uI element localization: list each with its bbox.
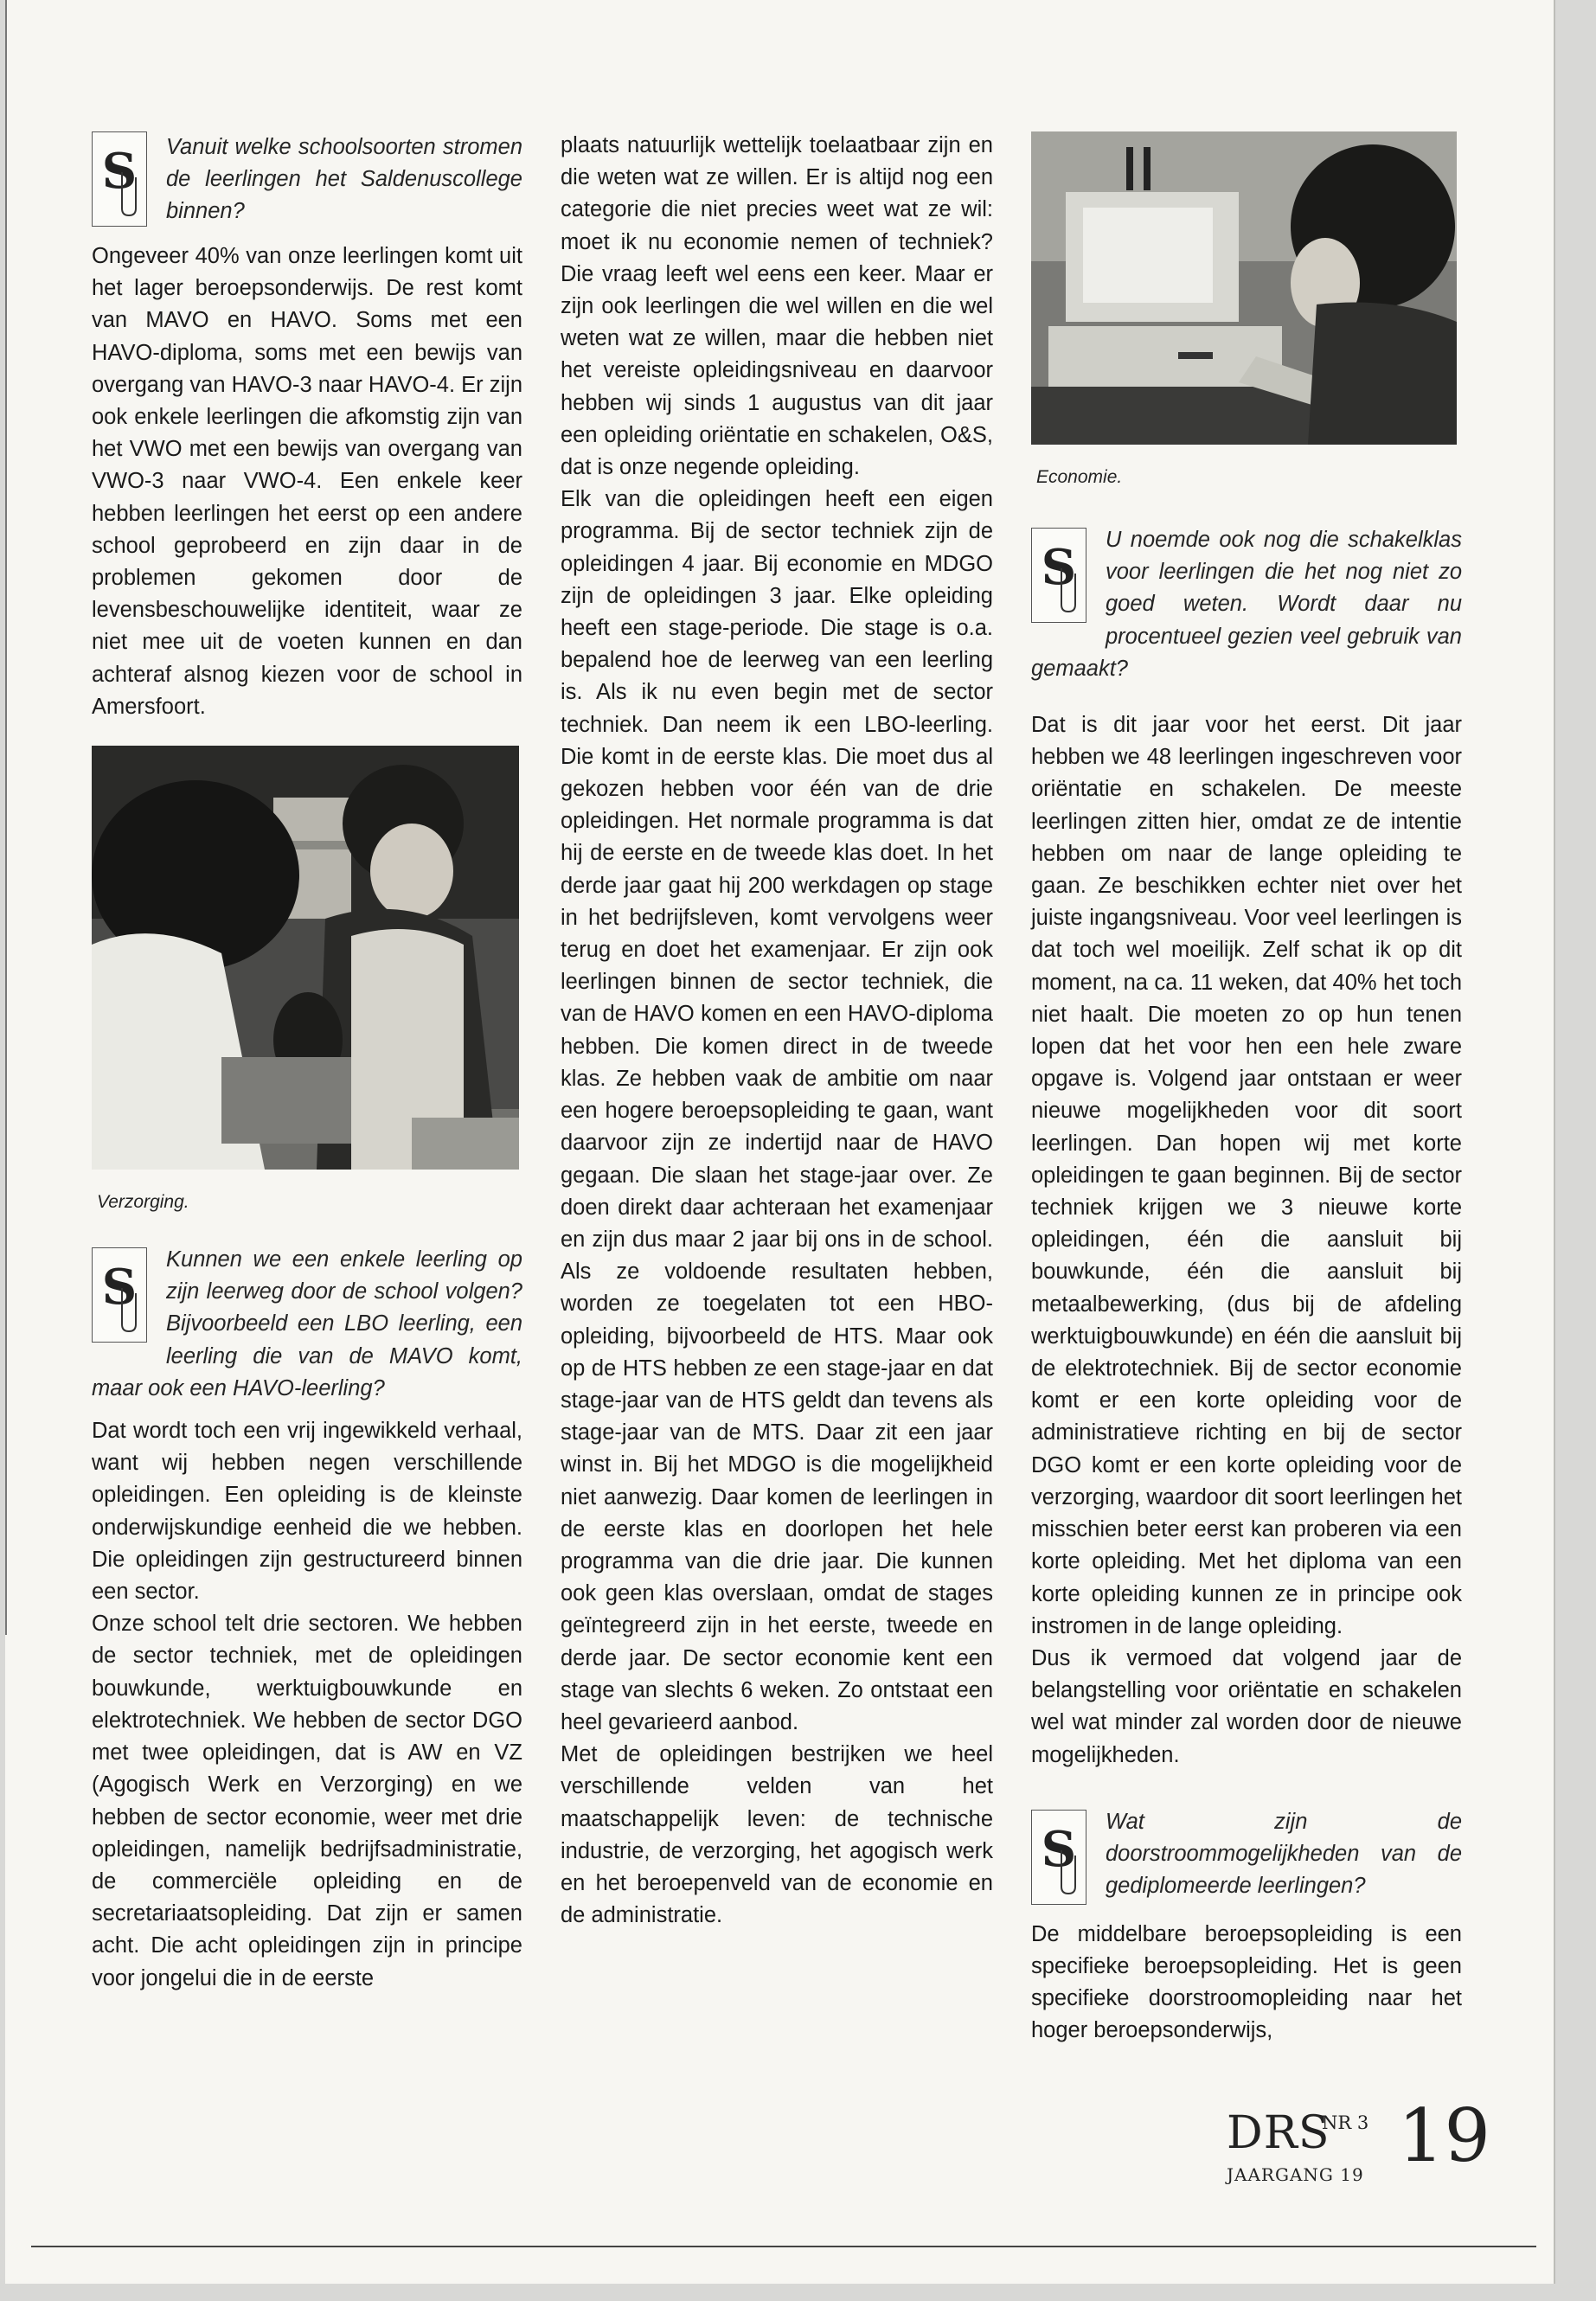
page-footer	[1227, 2093, 1490, 2189]
answer-paragraph: Onze school telt drie sectoren. We hebben de sector techniek, met de opleidingen bouwkunde, werktuigbouwkunde en elektrotechniek. We hebben de sector DGO met twee opleidingen, dat is AW en VZ (Agogisch Werk en Verzorging) en we hebben de sector economie, weer met drie opleidingen, namelijk bedrijfsadministratie, de commerciële opleiding en de secretariaatsopleiding. Dat zijn er samen acht. Die acht opleidingen zijn in principe voor jongelui die in de eerste	[92, 1612, 522, 1990]
question-text: Wat zijn de doorstroommogelijkheden van de gediplomeerde leerlingen?	[1106, 1809, 1462, 1899]
question-block-2	[92, 1244, 522, 1405]
volume-label: JAARGANG 19	[1227, 2164, 1364, 2185]
body-paragraph: plaats natuurlijk wettelijk toelaatbaar zijn en die weten wat ze willen. Er is altijd nog een categorie die niet precies weet wat ze wil: moet ik nu economie nemen of techniek? Die vraag leeft wel eens een keer. Maar er zijn ook leerlingen die wel willen en die wel weten wat ze willen, maar die hebben niet het vereiste opleidingsniveau en daarvoor hebben wij sinds 1 augustus van dit jaar een opleiding oriëntatie en schakelen, O&S, dat is onze negende opleiding.	[561, 133, 993, 480]
answer-paragraph: De middelbare beroepsopleiding is een specifieke beroepsopleiding. Het is geen specifieke doorstroomopleiding naar het hoger beroepsonderwijs,	[1031, 1921, 1462, 2043]
question-block-3	[1031, 524, 1462, 685]
s-paperclip-icon	[1031, 1810, 1086, 1905]
s-paperclip-icon	[92, 1247, 147, 1343]
svg-text:S: S	[101, 143, 138, 200]
body-paragraph: Met de opleidingen bestrijken we heel verschillende velden van het maatschappelijk leven: de technische industrie, de verzorging, het agogisch werk en het beroepenveld van de economie en de administratie.	[561, 1742, 993, 1928]
column-3	[1031, 131, 1462, 2048]
bottom-rule	[31, 2246, 1536, 2247]
issue-number: NR 3	[1322, 2112, 1369, 2133]
s-paperclip-icon	[92, 131, 147, 227]
photo-caption: Economie.	[1036, 467, 1123, 487]
answer-paragraph: Dat is dit jaar voor het eerst. Dit jaar hebben we 48 leerlingen ingeschreven voor oriëntatie en schakelen. De meeste leerlingen zitten hier, omdat ze de intentie hebben om naar de lange opleiding te gaan. Ze beschikken echter niet over het juiste ingangsniveau. Voor veel leerlingen is dat toch wel moeilijk. Zelf schat ik op dit moment, na ca. 11 weken, dat 40% het toch niet haalt. Die moeten zo op hun tenen lopen dat het voor hen een hele zware opgave is. Volgend jaar ontstaan er weer nieuwe mogelijkheden voor dit soort leerlingen. Dan hopen wij met korte opleidingen te gaan beginnen. Bij de sector techniek krijgen we 3 nieuwe korte opleidingen, één die aansluit bij bouwkunde, één die aansluit bij metaalbewerking, (dus bij de afdeling werktuigbouwkunde) en één die aansluit bij de elektrotechniek. Bij de sector economie komt er een korte opleiding voor de administratieve richting en bij de sector DGO komt er een korte opleiding voor de verzorging, waardoor dit soort leerlingen het misschien beter eerst kan proberen via een korte opleiding. Met het diploma van een korte opleiding kunnen ze in principe ook instromen in de lange opleiding.	[1031, 713, 1462, 1638]
column-1	[92, 128, 522, 1995]
body-paragraph: Elk van die opleidingen heeft een eigen programma. Bij de sector techniek zijn de opleidingen 4 jaar. Bij economie en MDGO zijn de opleidingen 3 jaar. Elke opleiding heeft een stage-periode. Die stage is o.a. bepalend hoe de leerweg van een leerling is. Als ik nu even begin met de sector techniek. Dan neem ik een LBO-leerling. Die komt in de eerste klas. Die moet dus al gekozen hebben voor één van de drie opleidingen. Het normale programma is dat hij de eerste en de tweede klas doet. In het derde jaar gaat hij 200 werkdagen op stage in het bedrijfsleven, komt vervolgens weer terug en doet het examenjaar. Er zijn ook leerlingen binnen de sector techniek, die van de HAVO komen en een HAVO-diploma hebben. Die komen direct in de tweede klas. Ze hebben vaak de ambitie om naar een hogere beroepsopleiding te gaan, want daarvoor zijn ze indertijd naar de HAVO gegaan. Die slaan het stage-jaar over. Ze doen direkt daar achteraan het examenjaar en zijn dus maar 2 jaar bij ons in de school. Als ze voldoende resultaten hebben, worden ze toegelaten tot een HBO-opleiding, bijvoorbeeld de HTS. Maar ook op de HTS hebben ze een stage-jaar en dat stage-jaar van de HTS geldt dan tevens als stage-jaar van de MTS. Daar zit een jaar winst in. Bij het MDGO is die mogelijkheid niet aanwezig. Daar komen de leerlingen in de eerste klas en doorlopen het hele programma van die drie jaar. Die kunnen ook geen klas overslaan, omdat de stages geïntegreerd zijn in het eerste, tweede en derde jaar. De sector economie kent een stage van slechts 6 weken. Zo ontstaat een heel gevarieerd aanbod.	[561, 487, 993, 1734]
magazine-page	[5, 0, 1555, 2284]
svg-text:S: S	[1041, 539, 1077, 596]
photo-economie	[1031, 131, 1457, 445]
photo-verzorging	[92, 746, 519, 1170]
question-block-4	[1031, 1806, 1462, 1908]
question-text: Vanuit welke schoolsoorten stromen de leerlingen het Saldenuscollege binnen?	[166, 135, 522, 224]
answer-paragraph: Ongeveer 40% van onze leerlingen komt uit het lager beroepsonderwijs. De rest komt van MAVO en HAVO. Soms met een HAVO-diploma, soms met een bewijs van overgang van HAVO-3 naar HAVO-4. Er zijn ook enkele leerlingen die afkomstig zijn van het VWO met een bewijs van overgang van VWO-3 naar VWO-4. Een enkele keer hebben leerlingen het eerst op een andere school geprobeerd en zijn daar in de problemen gekomen door de levensbeschouwelijke identiteit, waar ze niet mee uit de voeten kunnen en dan achteraf alsnog kiezen voor de school in Amersfoort.	[92, 244, 522, 719]
s-paperclip-icon	[1031, 528, 1086, 623]
column-2	[561, 130, 993, 1932]
svg-text:S: S	[1041, 1820, 1077, 1878]
question-text: Kunnen we een enkele leerling op zijn leerweg door de school volgen? Bijvoorbeeld een LBO leerling, een leerling die van de MAVO komt, maar ook een HAVO-leerling?	[92, 1247, 522, 1400]
magazine-title: DRS	[1227, 2107, 1330, 2159]
answer-paragraph: Dus ik vermoed dat volgend jaar de belangstelling voor oriëntatie en schakelen wel wat minder zal worden door de nieuwe mogelijkheden.	[1031, 1645, 1462, 1767]
svg-text:S: S	[101, 1259, 138, 1317]
question-block-1	[92, 128, 522, 230]
left-edge	[5, 0, 7, 1635]
photo-caption: Verzorging.	[97, 1192, 189, 1213]
question-text: U noemde ook nog die schakelklas voor leerlingen die het nog niet zo goed weten. Wordt daar nu procentueel gezien veel gebruik van gemaakt?	[1031, 528, 1462, 681]
page-number: 19	[1398, 2093, 1490, 2178]
answer-paragraph: Dat wordt toch een vrij ingewikkeld verhaal, want wij hebben negen verschillende opleidingen. Een opleiding is de kleinste onderwijskundige eenheid die we hebben. Die opleidingen zijn gestructureerd binnen een sector.	[92, 1419, 522, 1605]
